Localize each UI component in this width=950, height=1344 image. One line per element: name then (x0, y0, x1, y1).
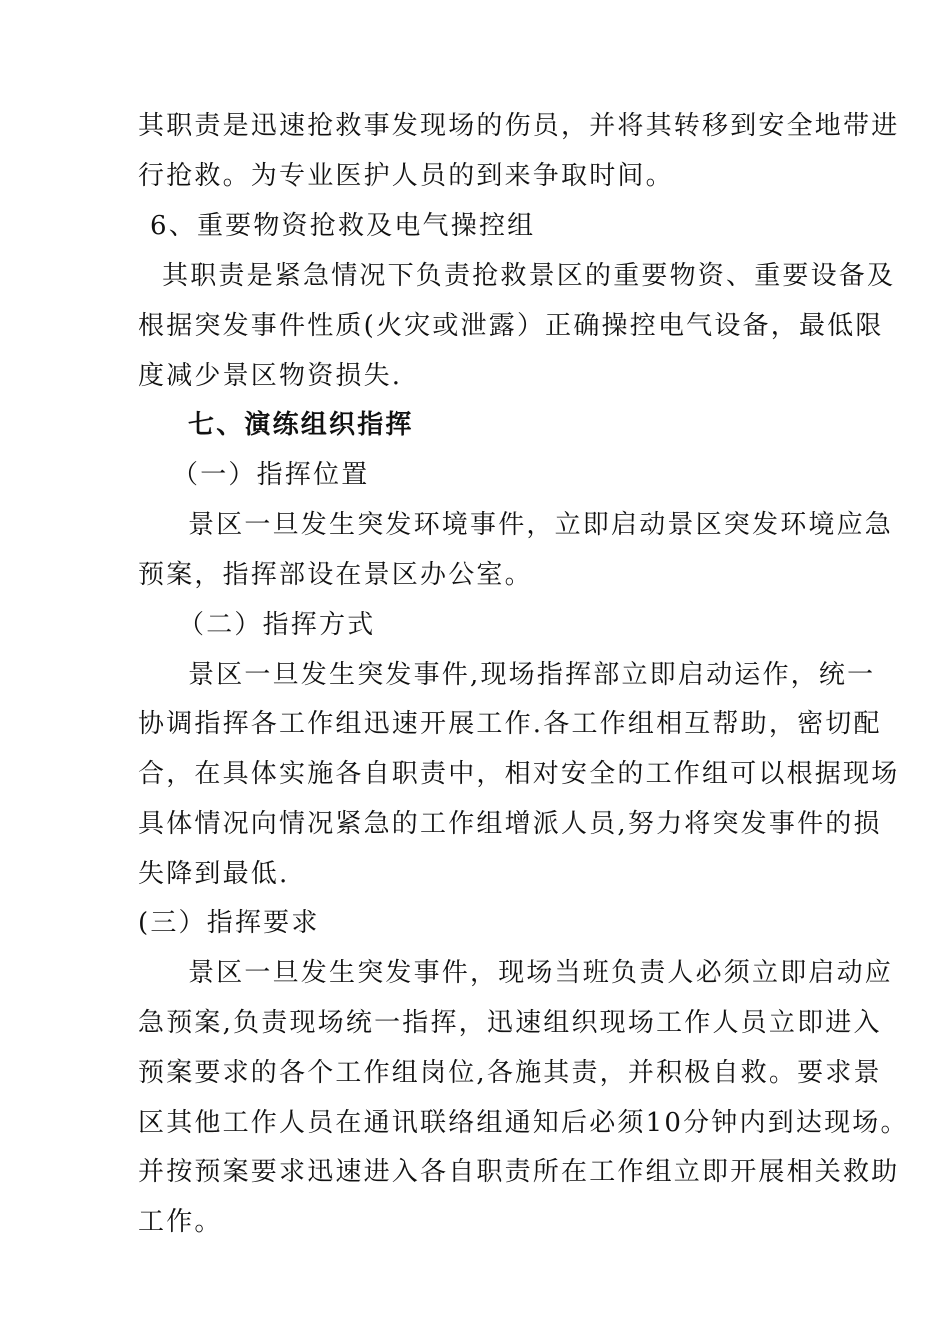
section-subheading: 6、重要物资抢救及电气操控组 (150, 211, 536, 241)
body-text-line: 景区一旦发生突发事件，现场当班负责人必须立即启动应 (188, 958, 894, 988)
body-text-line: 度减少景区物资损失. (138, 361, 403, 391)
body-text-line: 景区一旦发生突发事件,现场指挥部立即启动运作，统一 (188, 660, 876, 690)
body-text-line: 合，在具体实施各自职责中，相对安全的工作组可以根据现场 (138, 759, 900, 789)
body-text-line: 协调指挥各工作组迅速开展工作.各工作组相互帮助，密切配 (138, 709, 882, 739)
body-text-line: 预案要求的各个工作组岗位,各施其责，并积极自救。要求景 (138, 1058, 882, 1088)
body-text-line: 根据突发事件性质(火灾或泄露）正确操控电气设备，最低限 (138, 311, 884, 341)
body-text-line: 预案，指挥部设在景区办公室。 (138, 560, 533, 590)
section-heading: 七、演练组织指挥 (188, 410, 414, 440)
subsection-heading: (三）指挥要求 (138, 908, 320, 938)
body-text-line: 工作。 (138, 1207, 223, 1237)
subsection-heading: （二）指挥方式 (178, 610, 376, 640)
body-text-line: 具体情况向情况紧急的工作组增派人员,努力将突发事件的损 (138, 809, 882, 839)
subsection-heading: （一）指挥位置 (172, 460, 370, 490)
body-text-line: 失降到最低. (138, 859, 290, 889)
body-text-line: 景区一旦发生突发环境事件，立即启动景区突发环境应急 (188, 510, 894, 540)
body-text-line: 并按预案要求迅速进入各自职责所在工作组立即开展相关救助 (138, 1157, 900, 1187)
body-text-line: 急预案,负责现场统一指挥，迅速组织现场工作人员立即进入 (138, 1008, 882, 1038)
body-text-line: 其职责是紧急情况下负责抢救景区的重要物资、重要设备及 (162, 261, 896, 291)
body-text-line: 行抢救。为专业医护人员的到来争取时间。 (138, 161, 674, 191)
body-text-line: 区其他工作人员在通讯联络组通知后必须10分钟内到达现场。 (138, 1108, 909, 1138)
body-text-line: 其职责是迅速抢救事发现场的伤员，并将其转移到安全地带进 (138, 111, 900, 141)
